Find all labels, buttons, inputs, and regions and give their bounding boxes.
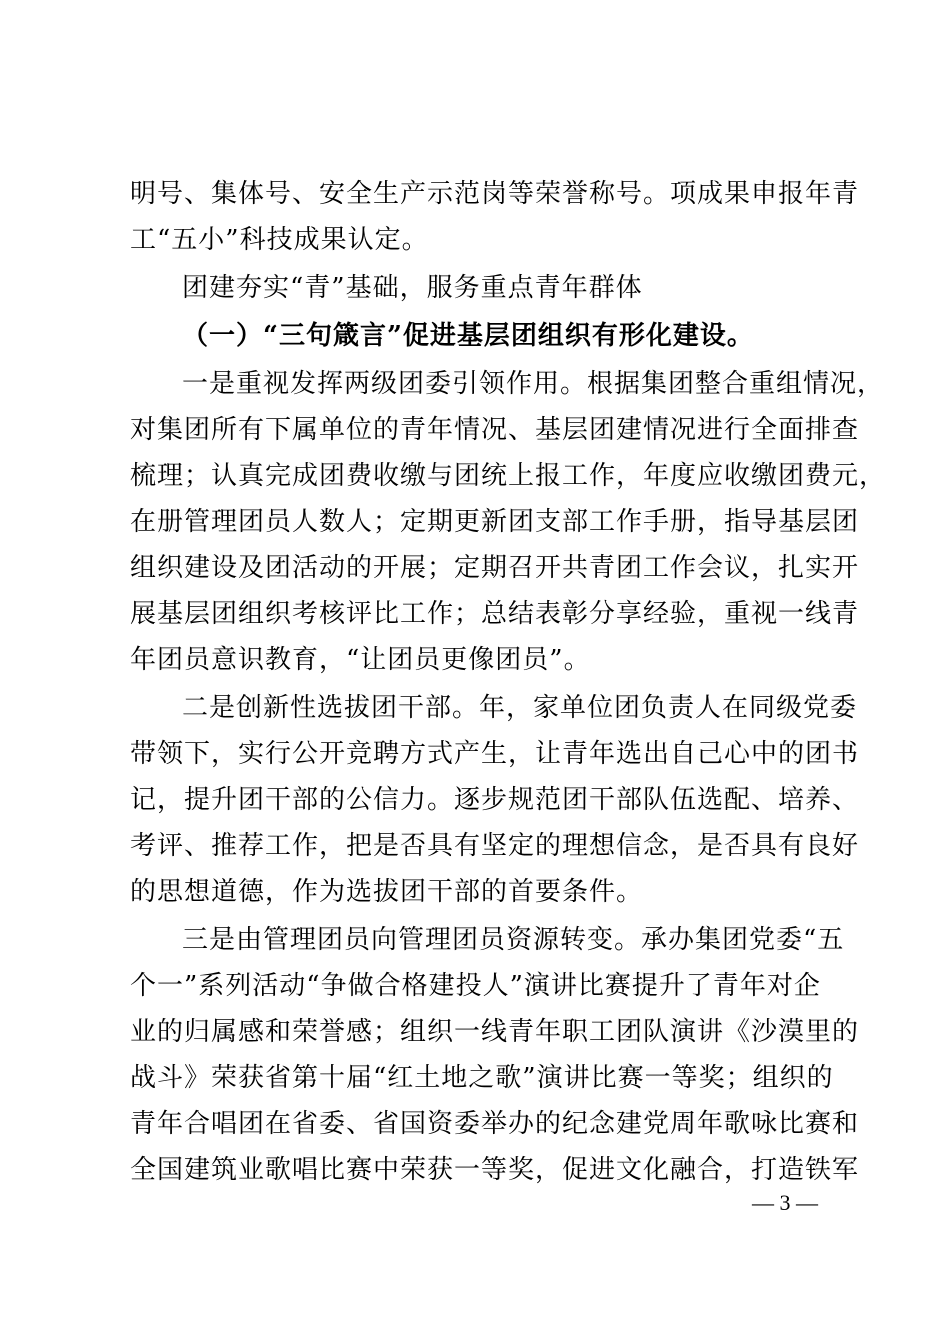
text-line: 业的归属感和荣誉感；组织一线青年职工团队演讲《沙漠里的 — [130, 1017, 860, 1047]
text-line: 考评、推荐工作，把是否具有坚定的理想信念，是否具有良好 — [130, 831, 860, 861]
text-line: 二是创新性选拔团干部。年，家单位团负责人在同级党委 — [182, 693, 858, 723]
text-line: 年团员意识教育，“让团员更像团员”。 — [130, 645, 591, 675]
text-line: 带领下，实行公开竞聘方式产生，让青年选出自己心中的团书 — [130, 739, 860, 769]
section-heading — [130, 265, 820, 311]
text-line: 团建夯实“青”基础，服务重点青年群体 — [182, 273, 643, 303]
text-line: 战斗》荣获省第十届“红土地之歌”演讲比赛一等奖；组织的 — [130, 1063, 834, 1093]
paragraph-two — [130, 685, 860, 915]
body-text — [130, 171, 887, 1195]
text-line: 梳理；认真完成团费收缴与团统上报工作，年度应收缴团费元， — [130, 461, 887, 491]
text-line: 对集团所有下属单位的青年情况、基层团建情况进行全面排查 — [130, 415, 860, 445]
text-line: 工“五小”科技成果认定。 — [130, 225, 429, 255]
text-line: 在册管理团员人数人；定期更新团支部工作手册，指导基层团 — [130, 507, 860, 537]
page-number: — 3 — — [752, 1190, 818, 1215]
text-line: 展基层团组织考核评比工作；总结表彰分享经验，重视一线青 — [130, 599, 860, 629]
text-line: 三是由管理团员向管理团员资源转变。承办集团党委“五 — [182, 925, 845, 955]
text-line: 全国建筑业歌唱比赛中荣获一等奖，促进文化融合，打造铁军 — [130, 1155, 860, 1185]
text-line: 的思想道德，作为选拔团干部的首要条件。 — [130, 877, 644, 907]
paragraph-one — [130, 361, 887, 683]
paragraph-continuation — [130, 171, 860, 263]
text-line: 明号、集体号、安全生产示范岗等荣誉称号。项成果申报年青 — [130, 179, 860, 209]
text-line: 记，提升团干部的公信力。逐步规范团干部队伍选配、培养、 — [130, 785, 860, 815]
paragraph-three — [130, 917, 860, 1193]
text-line: 一是重视发挥两级团委引领作用。根据集团整合重组情况， — [182, 369, 885, 399]
text-line: （一）“三句箴言”促进基层团组织有形化建设。 — [182, 321, 754, 351]
text-line: 个一”系列活动“争做合格建投人”演讲比赛提升了青年对企 — [130, 971, 821, 1001]
text-line: 组织建设及团活动的开展；定期召开共青团工作会议，扎实开 — [130, 553, 860, 583]
text-line: 青年合唱团在省委、省国资委举办的纪念建党周年歌咏比赛和 — [130, 1109, 860, 1139]
subsection-heading — [130, 313, 820, 359]
